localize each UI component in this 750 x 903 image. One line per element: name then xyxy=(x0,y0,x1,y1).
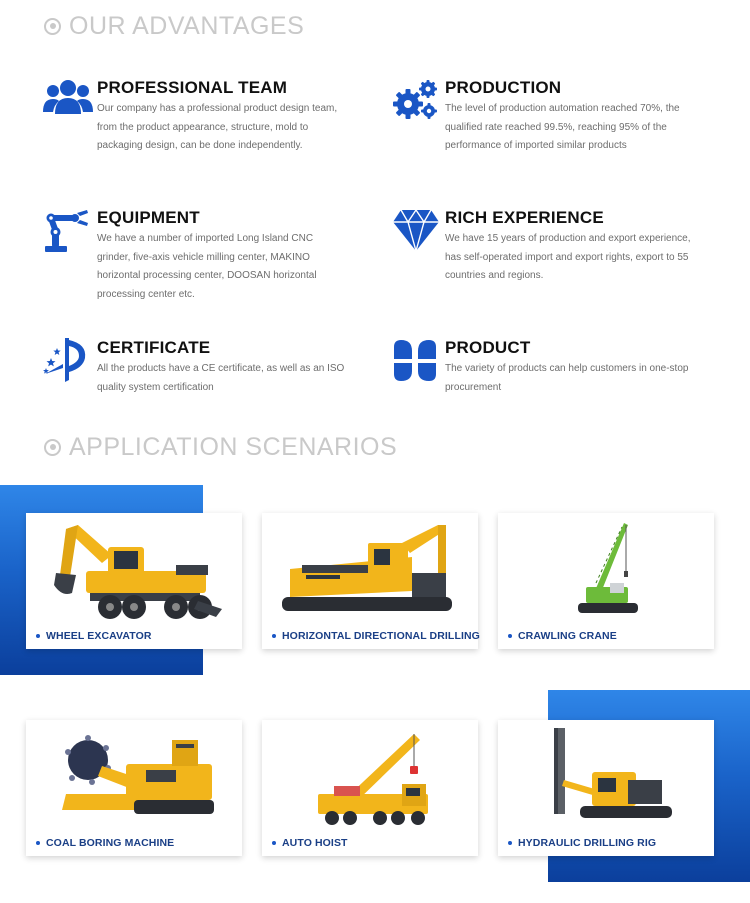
advantage-title: RICH EXPERIENCE xyxy=(445,208,604,227)
wheel-excavator-image xyxy=(26,513,242,625)
advantage-rich-experience xyxy=(391,208,711,288)
advantage-description: The variety of products can help customers in one-stop procurement xyxy=(445,363,689,393)
scenario-caption xyxy=(508,629,617,643)
advantage-title: PROFESSIONAL TEAM xyxy=(97,78,288,97)
scenario-card-coal-boring-machine[interactable] xyxy=(26,720,242,856)
crawling-crane-image xyxy=(498,513,714,625)
advantage-professional-team xyxy=(43,78,363,158)
bullet-dot-icon xyxy=(272,841,276,845)
advantage-production xyxy=(391,78,711,158)
applications-section-title xyxy=(44,432,397,462)
scenario-label: AUTO HOIST xyxy=(282,837,348,849)
advantage-description: Our company has a professional product design team, from the product appearance, structure, mold to packaging design, can be done independently. xyxy=(97,103,338,151)
bullet-dot-icon xyxy=(508,841,512,845)
certificate-icon xyxy=(43,338,93,383)
hydraulic-drilling-rig-image xyxy=(498,720,714,832)
advantage-certificate xyxy=(43,338,363,418)
advantage-description: We have 15 years of production and export experience, has self-operated import and export rights, export to 55 countries and regions. xyxy=(445,233,691,281)
advantages-section-title xyxy=(44,11,304,41)
advantage-product xyxy=(391,338,711,418)
advantage-description: We have a number of imported Long Island CNC grinder, five-axis vehicle milling center, MAKINO horizontal processing center, DOOSAN horizontal processing center etc. xyxy=(97,233,317,300)
advantage-equipment xyxy=(43,208,363,300)
scenario-label: HYDRAULIC DRILLING RIG xyxy=(518,837,657,849)
scenario-card-auto-hoist[interactable] xyxy=(262,720,478,856)
coal-boring-machine-image xyxy=(26,720,242,832)
bullet-dot-icon xyxy=(36,634,40,638)
scenario-card-wheel-excavator[interactable] xyxy=(26,513,242,649)
advantage-description: The level of production automation reached 70%, the qualified rate reached 99.5%, reaching 95% of the performance of imported similar products xyxy=(445,103,680,151)
scenario-label: HORIZONTAL DIRECTIONAL DRILLING xyxy=(282,630,480,642)
scenario-caption xyxy=(508,836,656,850)
advantage-description: All the products have a CE certificate, as well as an ISO quality system certification xyxy=(97,363,345,393)
advantage-title: EQUIPMENT xyxy=(97,208,200,227)
auto-hoist-image xyxy=(262,720,478,832)
target-bullet-icon xyxy=(44,18,61,35)
scenario-card-crawling-crane[interactable] xyxy=(498,513,714,649)
target-bullet-icon xyxy=(44,439,61,456)
scenario-label: WHEEL EXCAVATOR xyxy=(46,630,152,642)
advantage-title: PRODUCT xyxy=(445,338,531,357)
gears-icon xyxy=(391,78,441,123)
bullet-dot-icon xyxy=(36,841,40,845)
scenario-caption xyxy=(36,629,152,643)
advantage-title: CERTIFICATE xyxy=(97,338,211,357)
team-icon xyxy=(43,78,93,123)
scenario-card-hydraulic-drilling-rig[interactable] xyxy=(498,720,714,856)
bullet-dot-icon xyxy=(272,634,276,638)
scenario-label: COAL BORING MACHINE xyxy=(46,837,175,849)
advantages-title-text: OUR ADVANTAGES xyxy=(69,11,305,40)
bullet-dot-icon xyxy=(508,634,512,638)
horizontal-directional-drilling-image xyxy=(262,513,478,625)
scenario-card-horizontal-directional-drilling[interactable] xyxy=(262,513,478,649)
robot-arm-icon xyxy=(43,208,93,253)
advantage-title: PRODUCTION xyxy=(445,78,562,97)
applications-title-text: APPLICATION SCENARIOS xyxy=(69,432,398,461)
product-grid-icon xyxy=(391,338,441,383)
scenario-caption xyxy=(36,836,174,850)
scenario-caption xyxy=(272,629,480,643)
scenario-caption xyxy=(272,836,348,850)
diamond-icon xyxy=(391,208,441,253)
scenario-label: CRAWLING CRANE xyxy=(518,630,617,642)
